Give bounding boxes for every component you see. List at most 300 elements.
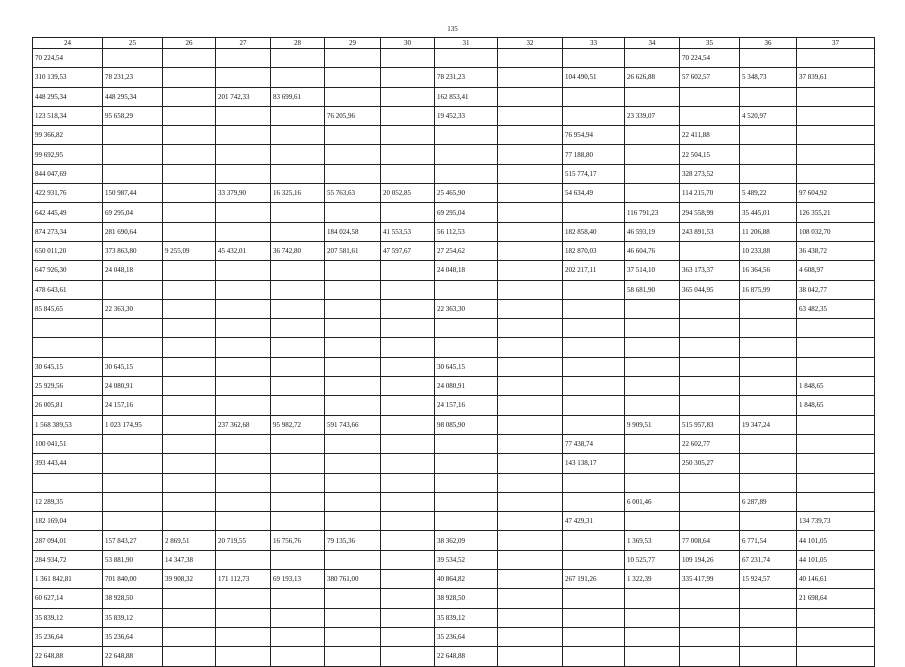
table-cell xyxy=(498,222,563,241)
table-cell: 24 080,91 xyxy=(435,377,498,396)
table-cell xyxy=(740,589,797,608)
table-cell xyxy=(498,261,563,280)
table-cell: 16 325,16 xyxy=(271,184,325,203)
table-row xyxy=(33,550,875,569)
table-cell xyxy=(625,647,680,666)
table-row xyxy=(33,184,875,203)
table-cell: 647 926,30 xyxy=(33,261,103,280)
table-cell: 44 101,05 xyxy=(797,531,875,550)
table-cell: 109 194,26 xyxy=(680,550,740,569)
table-cell xyxy=(325,87,381,106)
table-row xyxy=(33,415,875,434)
table-cell xyxy=(498,164,563,183)
table-cell xyxy=(271,280,325,299)
table-cell xyxy=(381,531,435,550)
table-row xyxy=(33,396,875,415)
table-cell: 1 568 389,53 xyxy=(33,415,103,434)
table-cell xyxy=(163,68,216,87)
table-cell xyxy=(103,319,163,338)
table-cell: 267 191,26 xyxy=(563,570,625,589)
table-cell xyxy=(498,319,563,338)
table-cell xyxy=(740,357,797,376)
table-cell xyxy=(216,434,271,453)
table-cell xyxy=(498,550,563,569)
table-cell xyxy=(625,627,680,646)
table-cell xyxy=(498,492,563,511)
column-header: 36 xyxy=(740,38,797,49)
table-cell: 116 791,23 xyxy=(625,203,680,222)
table-cell: 26 626,88 xyxy=(625,68,680,87)
table-cell: 69 193,13 xyxy=(271,570,325,589)
table-cell xyxy=(680,647,740,666)
table-cell xyxy=(216,473,271,492)
table-cell xyxy=(381,261,435,280)
table-cell xyxy=(435,145,498,164)
table-cell xyxy=(680,87,740,106)
table-cell xyxy=(271,261,325,280)
page-number: 135 xyxy=(447,25,458,33)
table-cell xyxy=(563,280,625,299)
table-cell xyxy=(325,203,381,222)
table-cell xyxy=(381,608,435,627)
table-cell xyxy=(381,49,435,68)
table-cell: 4 608,97 xyxy=(797,261,875,280)
table-cell: 515 774,17 xyxy=(563,164,625,183)
table-cell xyxy=(216,589,271,608)
table-cell xyxy=(740,377,797,396)
table-cell: 10 525,77 xyxy=(625,550,680,569)
table-cell: 67 231,74 xyxy=(740,550,797,569)
table-cell xyxy=(797,608,875,627)
table-cell xyxy=(740,608,797,627)
table-cell: 844 047,69 xyxy=(33,164,103,183)
table-cell: 19 347,24 xyxy=(740,415,797,434)
table-cell: 26 005,81 xyxy=(33,396,103,415)
table-row xyxy=(33,338,875,357)
table-cell xyxy=(740,647,797,666)
table-cell xyxy=(498,106,563,125)
table-cell: 36 438,72 xyxy=(797,241,875,260)
table-cell xyxy=(625,454,680,473)
table-cell xyxy=(271,299,325,318)
table-cell xyxy=(498,280,563,299)
table-cell: 5 348,73 xyxy=(740,68,797,87)
table-cell xyxy=(625,49,680,68)
column-header: 35 xyxy=(680,38,740,49)
table-cell xyxy=(216,280,271,299)
table-cell: 182 858,40 xyxy=(563,222,625,241)
table-cell: 328 273,52 xyxy=(680,164,740,183)
table-cell xyxy=(216,647,271,666)
table-cell: 874 273,34 xyxy=(33,222,103,241)
table-row xyxy=(33,647,875,666)
table-cell: 63 482,35 xyxy=(797,299,875,318)
table-cell xyxy=(103,126,163,145)
table-cell xyxy=(163,49,216,68)
column-header: 37 xyxy=(797,38,875,49)
table-cell: 22 363,30 xyxy=(103,299,163,318)
table-cell xyxy=(498,377,563,396)
table-cell xyxy=(325,299,381,318)
table-cell xyxy=(740,512,797,531)
table-cell xyxy=(680,608,740,627)
table-cell xyxy=(625,589,680,608)
table-cell xyxy=(103,49,163,68)
table-cell xyxy=(271,589,325,608)
table-cell xyxy=(271,396,325,415)
table-cell xyxy=(381,550,435,569)
table-cell xyxy=(625,87,680,106)
column-header: 24 xyxy=(33,38,103,49)
table-cell xyxy=(163,338,216,357)
table-cell: 53 881,90 xyxy=(103,550,163,569)
table-cell: 6 001,46 xyxy=(625,492,680,511)
table-cell: 70 224,54 xyxy=(680,49,740,68)
table-cell xyxy=(381,396,435,415)
table-cell xyxy=(163,184,216,203)
table-cell xyxy=(381,87,435,106)
table-cell: 77 008,64 xyxy=(680,531,740,550)
table-cell: 184 024,58 xyxy=(325,222,381,241)
table-cell xyxy=(797,145,875,164)
table-cell xyxy=(163,261,216,280)
table-cell xyxy=(381,357,435,376)
table-cell: 1 848,65 xyxy=(797,377,875,396)
table-cell xyxy=(381,338,435,357)
table-cell: 14 347,38 xyxy=(163,550,216,569)
table-cell xyxy=(498,338,563,357)
table-cell xyxy=(271,145,325,164)
table-cell: 9 255,09 xyxy=(163,241,216,260)
table-cell xyxy=(216,512,271,531)
table-cell xyxy=(740,338,797,357)
table-cell: 57 602,57 xyxy=(680,68,740,87)
table-row xyxy=(33,261,875,280)
table-cell xyxy=(163,434,216,453)
table-cell xyxy=(216,49,271,68)
table-cell xyxy=(498,145,563,164)
table-cell: 40 864,82 xyxy=(435,570,498,589)
table-cell xyxy=(680,338,740,357)
column-header: 33 xyxy=(563,38,625,49)
table-cell xyxy=(163,473,216,492)
table-cell xyxy=(163,357,216,376)
table-cell: 10 233,88 xyxy=(740,241,797,260)
table-cell: 21 698,64 xyxy=(797,589,875,608)
table-cell: 33 379,90 xyxy=(216,184,271,203)
table-cell xyxy=(740,473,797,492)
table-cell: 22 363,30 xyxy=(435,299,498,318)
table-cell xyxy=(216,357,271,376)
table-cell: 1 369,53 xyxy=(625,531,680,550)
table-cell xyxy=(498,415,563,434)
table-cell: 134 739,73 xyxy=(797,512,875,531)
table-cell: 1 848,65 xyxy=(797,396,875,415)
table-cell: 365 044,95 xyxy=(680,280,740,299)
table-cell: 237 362,68 xyxy=(216,415,271,434)
table-cell: 30 645,15 xyxy=(33,357,103,376)
table-cell xyxy=(563,49,625,68)
table-cell xyxy=(498,357,563,376)
table-cell xyxy=(381,492,435,511)
table-cell: 38 362,09 xyxy=(435,531,498,550)
table-cell xyxy=(216,145,271,164)
table-cell: 104 490,51 xyxy=(563,68,625,87)
table-cell xyxy=(740,627,797,646)
table-cell: 69 295,04 xyxy=(435,203,498,222)
table-cell xyxy=(797,492,875,511)
table-cell xyxy=(381,473,435,492)
table-cell: 78 231,23 xyxy=(103,68,163,87)
table-row xyxy=(33,377,875,396)
table-cell xyxy=(325,68,381,87)
table-cell xyxy=(435,164,498,183)
table-cell: 35 236,64 xyxy=(33,627,103,646)
table-cell: 591 743,66 xyxy=(325,415,381,434)
table-cell xyxy=(625,473,680,492)
table-cell xyxy=(498,396,563,415)
table-header-row xyxy=(33,38,875,49)
table-cell: 95 982,72 xyxy=(271,415,325,434)
table-row xyxy=(33,106,875,125)
table-cell xyxy=(216,164,271,183)
table-cell xyxy=(216,203,271,222)
table-cell xyxy=(435,473,498,492)
table-cell: 393 443,44 xyxy=(33,454,103,473)
table-cell: 6 771,54 xyxy=(740,531,797,550)
table-cell: 5 489,22 xyxy=(740,184,797,203)
table-cell: 202 217,11 xyxy=(563,261,625,280)
table-cell: 27 254,62 xyxy=(435,241,498,260)
table-body xyxy=(33,49,875,667)
table-cell: 35 839,12 xyxy=(435,608,498,627)
table-cell: 38 928,50 xyxy=(435,589,498,608)
table-cell: 363 173,37 xyxy=(680,261,740,280)
table-cell: 422 931,76 xyxy=(33,184,103,203)
table-row xyxy=(33,627,875,646)
table-cell xyxy=(498,49,563,68)
table-cell: 25 929,56 xyxy=(33,377,103,396)
table-cell xyxy=(498,184,563,203)
table-row xyxy=(33,570,875,589)
table-cell xyxy=(271,319,325,338)
table-cell: 12 289,35 xyxy=(33,492,103,511)
table-row xyxy=(33,357,875,376)
table-cell xyxy=(325,512,381,531)
table-cell xyxy=(103,434,163,453)
table-cell: 207 581,61 xyxy=(325,241,381,260)
table-cell xyxy=(325,492,381,511)
table-cell: 22 648,88 xyxy=(103,647,163,666)
table-cell xyxy=(271,512,325,531)
table-cell xyxy=(163,647,216,666)
table-cell xyxy=(216,550,271,569)
table-row xyxy=(33,203,875,222)
table-cell: 95 658,29 xyxy=(103,106,163,125)
table-cell xyxy=(271,164,325,183)
table-cell xyxy=(625,164,680,183)
table-cell xyxy=(740,396,797,415)
table-cell xyxy=(435,126,498,145)
table-cell xyxy=(625,512,680,531)
table-cell xyxy=(435,492,498,511)
table-cell xyxy=(563,627,625,646)
table-cell: 45 432,01 xyxy=(216,241,271,260)
table-cell xyxy=(680,241,740,260)
table-cell xyxy=(740,454,797,473)
table-cell xyxy=(381,512,435,531)
table-cell: 22 504,15 xyxy=(680,145,740,164)
table-cell: 157 843,27 xyxy=(103,531,163,550)
table-row xyxy=(33,512,875,531)
table-cell xyxy=(216,454,271,473)
table-cell xyxy=(625,377,680,396)
table-cell xyxy=(271,608,325,627)
table-cell xyxy=(563,647,625,666)
table-cell: 9 909,51 xyxy=(625,415,680,434)
table-cell xyxy=(498,512,563,531)
table-cell: 123 518,34 xyxy=(33,106,103,125)
table-cell xyxy=(325,396,381,415)
table-cell xyxy=(163,319,216,338)
table-cell xyxy=(740,319,797,338)
table-cell: 47 597,67 xyxy=(381,241,435,260)
table-cell xyxy=(163,299,216,318)
table-cell: 162 853,41 xyxy=(435,87,498,106)
table-cell: 39 908,32 xyxy=(163,570,216,589)
table-cell xyxy=(498,434,563,453)
table-cell: 47 429,31 xyxy=(563,512,625,531)
table-cell: 16 875,99 xyxy=(740,280,797,299)
table-cell: 37 839,61 xyxy=(797,68,875,87)
table-cell xyxy=(498,299,563,318)
table-cell xyxy=(163,126,216,145)
table-cell xyxy=(381,106,435,125)
table-cell xyxy=(271,222,325,241)
table-cell xyxy=(625,338,680,357)
table-cell xyxy=(797,454,875,473)
table-cell: 35 839,12 xyxy=(33,608,103,627)
table-cell: 515 957,83 xyxy=(680,415,740,434)
table-cell xyxy=(325,589,381,608)
table-cell xyxy=(563,608,625,627)
table-cell xyxy=(325,319,381,338)
table-row xyxy=(33,126,875,145)
table-row xyxy=(33,454,875,473)
table-cell xyxy=(271,473,325,492)
table-cell xyxy=(498,473,563,492)
table-cell xyxy=(103,164,163,183)
table-cell xyxy=(740,145,797,164)
table-cell xyxy=(163,87,216,106)
table-row xyxy=(33,68,875,87)
table-cell xyxy=(435,338,498,357)
table-cell xyxy=(498,126,563,145)
table-cell xyxy=(271,454,325,473)
table-cell xyxy=(625,608,680,627)
table-cell xyxy=(625,145,680,164)
table-cell: 24 080,91 xyxy=(103,377,163,396)
table-cell xyxy=(381,434,435,453)
table-cell xyxy=(797,415,875,434)
table-cell xyxy=(498,589,563,608)
table-cell xyxy=(563,377,625,396)
table-cell xyxy=(163,164,216,183)
table-cell: 294 558,99 xyxy=(680,203,740,222)
column-header: 27 xyxy=(216,38,271,49)
table-cell xyxy=(625,299,680,318)
table-cell xyxy=(163,415,216,434)
table-cell: 78 231,23 xyxy=(435,68,498,87)
table-cell: 39 534,52 xyxy=(435,550,498,569)
table-cell xyxy=(163,396,216,415)
table-cell xyxy=(381,299,435,318)
table-cell: 114 215,70 xyxy=(680,184,740,203)
column-header: 25 xyxy=(103,38,163,49)
table-cell xyxy=(797,338,875,357)
table-cell xyxy=(325,338,381,357)
table-cell: 182 169,04 xyxy=(33,512,103,531)
table-cell: 85 845,65 xyxy=(33,299,103,318)
table-cell xyxy=(740,49,797,68)
table-cell xyxy=(271,49,325,68)
table-cell: 37 514,10 xyxy=(625,261,680,280)
table-cell: 24 048,18 xyxy=(435,261,498,280)
table-cell: 1 322,39 xyxy=(625,570,680,589)
table-cell xyxy=(498,203,563,222)
table-cell: 44 101,05 xyxy=(797,550,875,569)
table-cell xyxy=(435,280,498,299)
table-cell: 41 553,53 xyxy=(381,222,435,241)
table-cell xyxy=(563,87,625,106)
table-cell xyxy=(325,280,381,299)
table-cell: 287 094,01 xyxy=(33,531,103,550)
table-cell: 22 602,77 xyxy=(680,434,740,453)
column-header: 26 xyxy=(163,38,216,49)
table-cell xyxy=(271,550,325,569)
table-cell xyxy=(680,396,740,415)
table-cell xyxy=(163,627,216,646)
table-cell xyxy=(435,512,498,531)
table-cell xyxy=(680,106,740,125)
table-cell xyxy=(33,319,103,338)
table-cell: 38 042,77 xyxy=(797,280,875,299)
table-cell: 16 756,76 xyxy=(271,531,325,550)
column-header: 29 xyxy=(325,38,381,49)
table-cell xyxy=(271,627,325,646)
table-cell xyxy=(680,473,740,492)
table-cell: 35 839,12 xyxy=(103,608,163,627)
table-cell: 30 645,15 xyxy=(435,357,498,376)
table-cell xyxy=(216,492,271,511)
table-cell xyxy=(325,627,381,646)
table-cell xyxy=(163,377,216,396)
table-cell xyxy=(103,492,163,511)
table-cell xyxy=(797,647,875,666)
table-cell xyxy=(381,377,435,396)
table-cell xyxy=(33,473,103,492)
table-row xyxy=(33,299,875,318)
table-cell xyxy=(103,512,163,531)
table-cell: 16 364,56 xyxy=(740,261,797,280)
table-cell xyxy=(498,87,563,106)
table-cell: 30 645,15 xyxy=(103,357,163,376)
table-cell xyxy=(680,492,740,511)
table-cell: 54 634,49 xyxy=(563,184,625,203)
table-cell: 373 863,80 xyxy=(103,241,163,260)
table-cell xyxy=(498,608,563,627)
table-cell xyxy=(563,492,625,511)
